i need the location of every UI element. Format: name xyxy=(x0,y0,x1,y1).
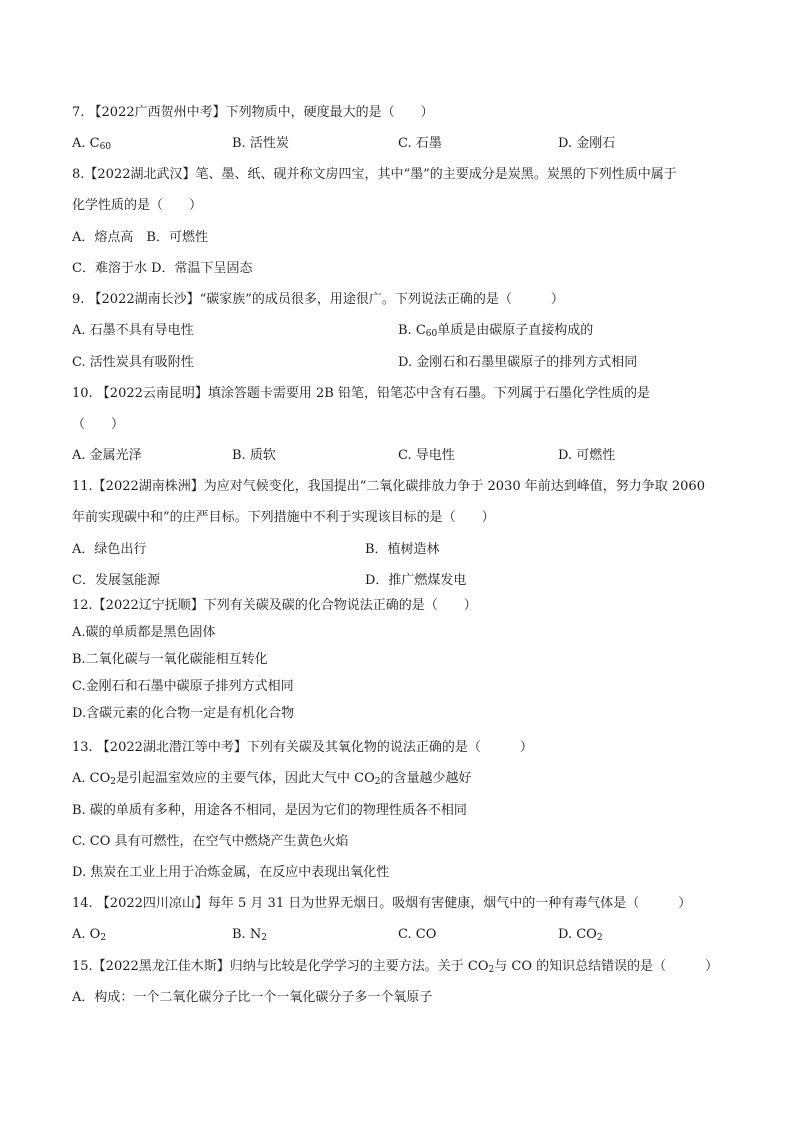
question-13-stem: 13. 【2022湖北潜江等中考】下列有关碳及其氧化物的说法正确的是（ ） xyxy=(72,740,533,755)
question-10-option-d: D. 可燃性 xyxy=(558,448,616,463)
question-8-options-cd: C．难溶于水 D．常温下呈固态 xyxy=(72,261,253,276)
question-10-stem-line-2: （ ） xyxy=(72,417,125,432)
question-14-option-b: B. $N_2$ xyxy=(232,927,267,943)
question-9-stem: 9. 【2022湖南长沙】“碳家族”的成员很多，用途很广。下列说法正确的是（ ） xyxy=(72,292,564,307)
question-14-option-a: A. $O_2$ xyxy=(72,927,107,943)
question-15-option-a: A．构成：一个二氧化碳分子比一个一氧化碳分子多一个氧原子 xyxy=(72,990,433,1005)
question-13-option-d: D. 焦炭在工业上用于冶炼金属，在反应中表现出氧化性 xyxy=(72,865,390,880)
question-7-option-a: A. $C_{60}$ xyxy=(72,136,112,152)
question-12-stem: 12.【2022辽宁抚顺】下列有关碳及碳的化合物说法正确的是（ ） xyxy=(72,598,477,613)
question-13-option-b: B. 碳的单质有多种，用途各不相同，是因为它们的物理性质各不相同 xyxy=(72,803,467,818)
question-10-option-c: C. 导电性 xyxy=(398,448,455,463)
question-9-option-b: B. $C_{60}$单质是由碳原子直接构成的 xyxy=(398,323,594,339)
question-12-option-a: A.碳的单质都是黑色固体 xyxy=(72,625,216,640)
question-7-option-d: D. 金刚石 xyxy=(558,136,616,151)
question-9-option-d: D. 金刚石和石墨里碳原子的排列方式相同 xyxy=(398,355,638,370)
question-11-stem-line-1: 11.【2022湖南株洲】为应对气候变化，我国提出“二氧化碳排放力争于 2030 年前达到峰值，努力争取 2060 xyxy=(72,479,705,494)
question-13-option-c: C. CO 具有可燃性，在空气中燃烧产生黄色火焰 xyxy=(72,834,349,849)
question-8-stem-line-1: 8.【2022湖北武汉】笔、墨、纸、砚并称文房四宝，其中“墨”的主要成分是炭黑。炭黑的下列性质中属于 xyxy=(72,167,677,182)
question-10-option-a: A. 金属光泽 xyxy=(72,448,142,463)
question-11-option-a: A．绿色出行 xyxy=(72,542,147,557)
question-11-option-d: D．推广燃煤发电 xyxy=(365,573,467,588)
question-8-options-ab: A．熔点高 B．可燃性 xyxy=(72,230,208,245)
question-11-stem-line-2: 年前实现碳中和”的庄严目标。下列措施中不利于实现该目标的是（ ） xyxy=(72,510,495,525)
question-13-option-a: A. $CO_2$是引起温室效应的主要气体，因此大气中 $CO_2$的含量越少越好 xyxy=(72,771,472,787)
question-15-stem: 15.【2022黑龙江佳木斯】归纳与比较是化学学习的主要方法。关于 $CO_2$与 CO 的知识总结错误的是（ ） xyxy=(72,959,719,975)
question-12-option-b: B.二氧化碳与一氧化碳能相互转化 xyxy=(72,652,268,667)
question-7-option-b: B. 活性炭 xyxy=(232,136,289,151)
question-10-option-b: B. 质软 xyxy=(232,448,276,463)
question-12-option-d: D.含碳元素的化合物一定是有机化合物 xyxy=(72,706,295,721)
question-14-stem: 14. 【2022四川凉山】每年 5 月 31 日为世界无烟日。吸烟有害健康，烟气中的一种有毒气体是（ ） xyxy=(72,896,692,911)
question-8-stem-line-2: 化学性质的是（ ） xyxy=(72,198,203,213)
question-12-option-c: C.金刚石和石墨中碳原子排列方式相同 xyxy=(72,679,294,694)
question-14-option-d: D. $CO_2$ xyxy=(558,927,603,943)
question-9-option-c: C. 活性炭具有吸附性 xyxy=(72,355,194,370)
question-11-option-b: B．植树造林 xyxy=(365,542,440,557)
question-9-option-a: A. 石墨不具有导电性 xyxy=(72,323,194,338)
question-11-option-c: C．发展氢能源 xyxy=(72,573,160,588)
question-14-option-c: C. CO xyxy=(398,927,437,942)
question-10-stem-line-1: 10. 【2022云南昆明】填涂答题卡需要用 2B 铅笔，铅笔芯中含有石墨。下列属于石墨化学性质的是 xyxy=(72,386,650,401)
question-7-option-c: C. 石墨 xyxy=(398,136,442,151)
question-7-stem: 7. 【2022广西贺州中考】下列物质中，硬度最大的是（ ） xyxy=(72,105,434,120)
